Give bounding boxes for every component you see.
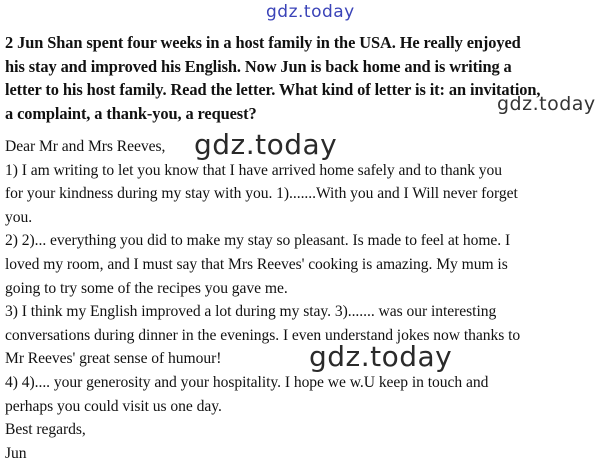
task-line: his stay and improved his English. Now Jun is back home and is writing a xyxy=(5,56,512,76)
watermark-top: gdz.today xyxy=(266,2,355,22)
letter-greeting: Dear Mr and Mrs Reeves, xyxy=(5,138,166,155)
letter-signature: Jun xyxy=(5,444,27,462)
letter-body xyxy=(5,135,613,465)
letter-line: 4) 4).... your generosity and your hospitality. I hope we w.U keep in touch and xyxy=(5,373,489,391)
letter-line: conversations during dinner in the evenings. I even understand jokes now thanks to xyxy=(5,326,521,344)
watermark-right: gdz.today xyxy=(497,93,596,115)
letter-closing: Best regards, xyxy=(5,421,86,439)
task-line: 2 Jun Shan spent four weeks in a host family in the USA. He really enjoyed xyxy=(5,33,521,52)
letter-line: 3) I think my English improved a lot during my stay. 3)....... was our interesting xyxy=(5,303,497,321)
letter-line: Mr Reeves' great sense of humour! xyxy=(5,350,222,368)
task-line: letter to his host family. Read the letter. What kind of letter is it: an invitation, xyxy=(5,80,541,99)
watermark-middle: gdz.today xyxy=(194,128,338,161)
letter-line: going to try some of the recipes you gave me. xyxy=(5,279,288,297)
letter-line: loved my room, and I must say that Mrs Reeves' cooking is amazing. My mum is xyxy=(5,255,508,273)
task-line: a complaint, a thank-you, a request? xyxy=(5,103,257,123)
letter-line: you. xyxy=(5,208,33,226)
letter-line: for your kindness during my stay with you. 1).......With you and I Will never forget xyxy=(5,185,518,203)
watermark-bottom: gdz.today xyxy=(309,340,453,373)
letter-line: 2) 2)... everything you did to make my stay so pleasant. Is made to feel at home. I xyxy=(5,232,511,250)
letter-line: perhaps you could visit us one day. xyxy=(5,397,222,415)
letter-line: 1) I am writing to let you know that I have arrived home safely and to thank you xyxy=(5,161,503,179)
